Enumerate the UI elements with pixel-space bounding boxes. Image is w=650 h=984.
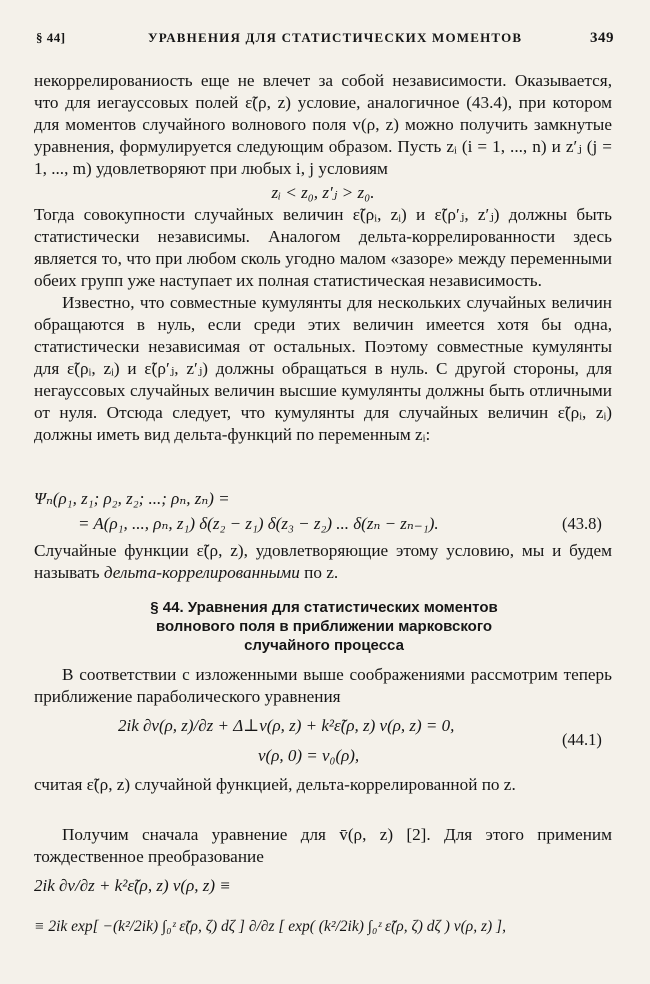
equation-43-8-line-2: = A(ρ₁, ..., ρₙ, z₁) δ(z₂ − z₁) δ(z₃ − z₂) ... δ(zₙ − zₙ₋₁). (78, 514, 439, 533)
section-title-line-2: волнового поля в приближении марковского (155, 618, 493, 635)
section-title (34, 598, 614, 655)
equation-final-line-2: ≡ 2ik exp[ −(k²/2ik) ∫₀ᶻ ε̃(ρ, ζ) dζ ] ∂/∂z [ exp( (k²/2ik) ∫₀ᶻ ε̃(ρ, ζ) dζ ) v(ρ, z) ], (34, 918, 506, 935)
paragraph-6-block (34, 774, 612, 796)
paragraph-4-block (34, 540, 612, 584)
running-header-section: § 44] (36, 30, 66, 45)
paragraph-7: Получим сначала уравнение для v̄(ρ, z) [2]. Для этого применим тождественное преобразование (34, 825, 612, 866)
section-title-line-3: случайного процесса (244, 637, 404, 654)
equation-44-1-line-1: 2ik ∂v(ρ, z)/∂z + Δ⊥v(ρ, z) + k²ε̃(ρ, z) v(ρ, z) = 0, (118, 716, 455, 735)
section-title-line-1: § 44. Уравнения для статистических моментов (150, 599, 498, 616)
equation-43-8-line-1: Ψₙ(ρ₁, z₁; ρ₂, z₂; ...; ρₙ, zₙ) = (34, 489, 230, 508)
paragraph-6: считая ε̃(ρ, z) случайной функцией, дельта-коррелированной по z. (34, 775, 516, 794)
paragraph-1: некоррелированиость еще не влечет за собой независимости. Оказывается, что для иегауссовых полей ε̃(ρ, z) условие, аналогичное (43.4), при котором для моментов случайного волнового поля v(ρ, z) можно получить замкнутые уравнения, формулируется следующим образом. Пусть zᵢ (i = 1, ..., n) и z′ⱼ (j = 1, ..., m) удовлетворяют при любых i, j условиям (34, 71, 612, 178)
page-number: 349 (590, 30, 614, 46)
equation-44-1-line-2: v(ρ, 0) = v₀(ρ), (258, 746, 360, 765)
paragraph-4-start: Случайные функции ε̃(ρ, z), удовлетворяющие этому условию, мы и будем называть (34, 541, 612, 582)
paragraph-4-end: по z. (299, 563, 339, 582)
paragraph-1-block (34, 70, 612, 446)
equation-final-line-1: 2ik ∂v/∂z + k²ε̃(ρ, z) v(ρ, z) ≡ (34, 876, 231, 895)
paragraph-7-block (34, 824, 612, 868)
paragraph-3: Известно, что совместные кумулянты для нескольких случайных величин обращаются в нуль, если среди этих величин имеется хотя бы одна, статистически независимая от остальных. Поэтому совместные кумулянты для ε̃(ρᵢ, zᵢ) и ε̃(ρ′ⱼ, z′ⱼ) должны обращаться в нуль. С другой стороны, для негауссовых случайных величин высшие кумулянты должны быть отличными от нуля. Отсюда следует, что кумулянты для случайных величин ε̃(ρᵢ, zᵢ) должны иметь вид дельта-функций по переменным zᵢ: (34, 293, 612, 444)
term-delta-correlated: дельта-коррелированными (103, 563, 300, 582)
paragraph-4 (34, 540, 612, 584)
paragraph-2: Тогда совокупности случайных величин ε̃(ρᵢ, zᵢ) и ε̃(ρ′ⱼ, z′ⱼ) должны быть статистически независимы. Аналогом дельта-коррелированности здесь является то, что при любом сколь угодно малом «зазоре» между переменными обеих групп уже наступает их полная статистическая независимость. (34, 205, 612, 290)
equation-43-8-number: (43.8) (562, 514, 602, 533)
paragraph-5: В соответствии с изложенными выше соображениями рассмотрим теперь приближение параболического уравнения (34, 665, 612, 706)
paragraph-5-block (34, 664, 612, 708)
equation-44-1-number: (44.1) (562, 730, 602, 749)
condition-formula: zᵢ < z₀, z′ⱼ > z₀. (271, 183, 375, 202)
running-header-title: УРАВНЕНИЯ ДЛЯ СТАТИСТИЧЕСКИХ МОМЕНТОВ (148, 30, 523, 45)
